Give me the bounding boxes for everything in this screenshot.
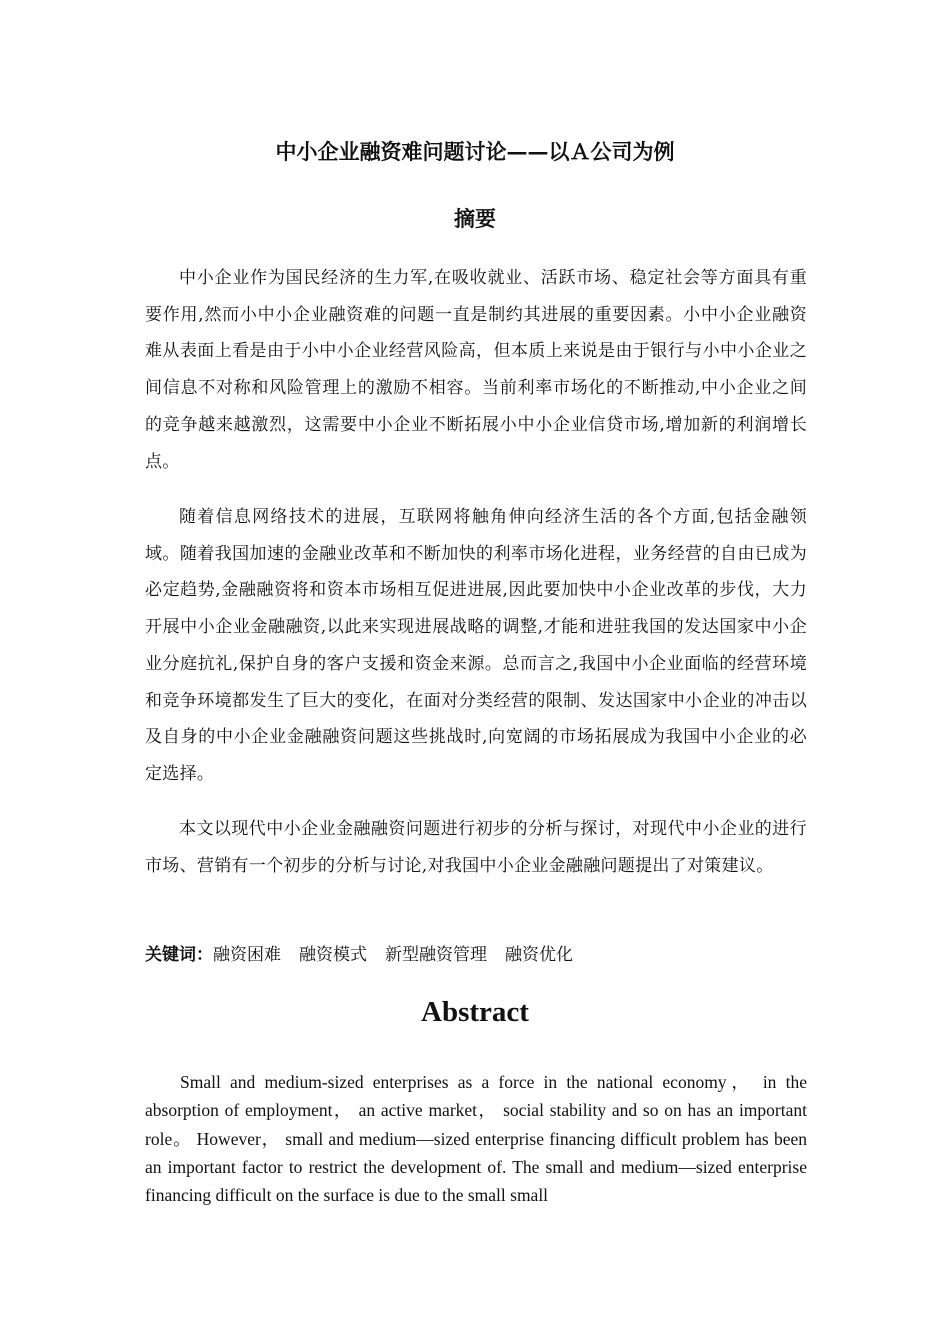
keyword-item: 融资困难 [213,945,281,965]
abstract-paragraph-2: 随着信息网络技术的进展，互联网将触角伸向经济生活的各个方面,包括金融领域。随着我国加速的金融业改革和不断加快的利率市场化进程，业务经营的自由已成为必定趋势,金融融资将和资本市场相互促进进展,因此要加快中小企业改革的步伐，大力开展中小企业金融融资,以此来实现进展战略的调整,才能和进驻我国的发达国家中小企业分庭抗礼,保护自身的客户支援和资金来源。总而言之,我国中小企业面临的经营环境和竞争环境都发生了巨大的变化，在面对分类经营的限制、发达国家中小企业的冲击以及自身的中小企业金融融资问题这些挑战时,向宽阔的市场拓展成为我国中小企业的必定选择。 [145,507,807,784]
keyword-item: 融资模式 [299,945,367,965]
abstract-paragraph-1: 中小企业作为国民经济的生力军,在吸收就业、活跃市场、稳定社会等方面具有重要作用,然而小中小企业融资难的问题一直是制约其进展的重要因素。小中小企业融资难从表面上看是由于小中小企业经营风险高，但本质上来说是由于银行与小中小企业之间信息不对称和风险管理上的激励不相容。当前利率市场化的不断推动,中小企业之间的竞争越来越激烈，这需要中小企业不断拓展小中小企业信贷市场,增加新的利润增长点。 [145,268,807,472]
keywords-line [145,937,807,973]
document-title: 中小企业融资难问题讨论——以Ａ公司为例 [275,139,675,164]
abstract-heading: 摘要 [454,206,496,231]
keyword-item: 新型融资管理 [385,945,487,965]
keywords-label: 关键词： [145,945,213,965]
keyword-item: 融资优化 [505,945,573,965]
english-abstract-paragraph: Small and medium-sized enterprises as a force in the national economy， in the absorption of employment， an active market， social stability and so on has an important role。 However， small and medium—sized enterprise financing difficult problem has been an important factor to restrict the development of. The small and medium—sized enterprise financing difficult on the surface is due to the small small [145,1072,807,1206]
abstract-paragraph-3: 本文以现代中小企业金融融资问题进行初步的分析与探讨，对现代中小企业的进行市场、营销有一个初步的分析与讨论,对我国中小企业金融融问题提出了对策建议。 [145,819,807,876]
english-abstract-heading: Abstract [421,996,529,1028]
